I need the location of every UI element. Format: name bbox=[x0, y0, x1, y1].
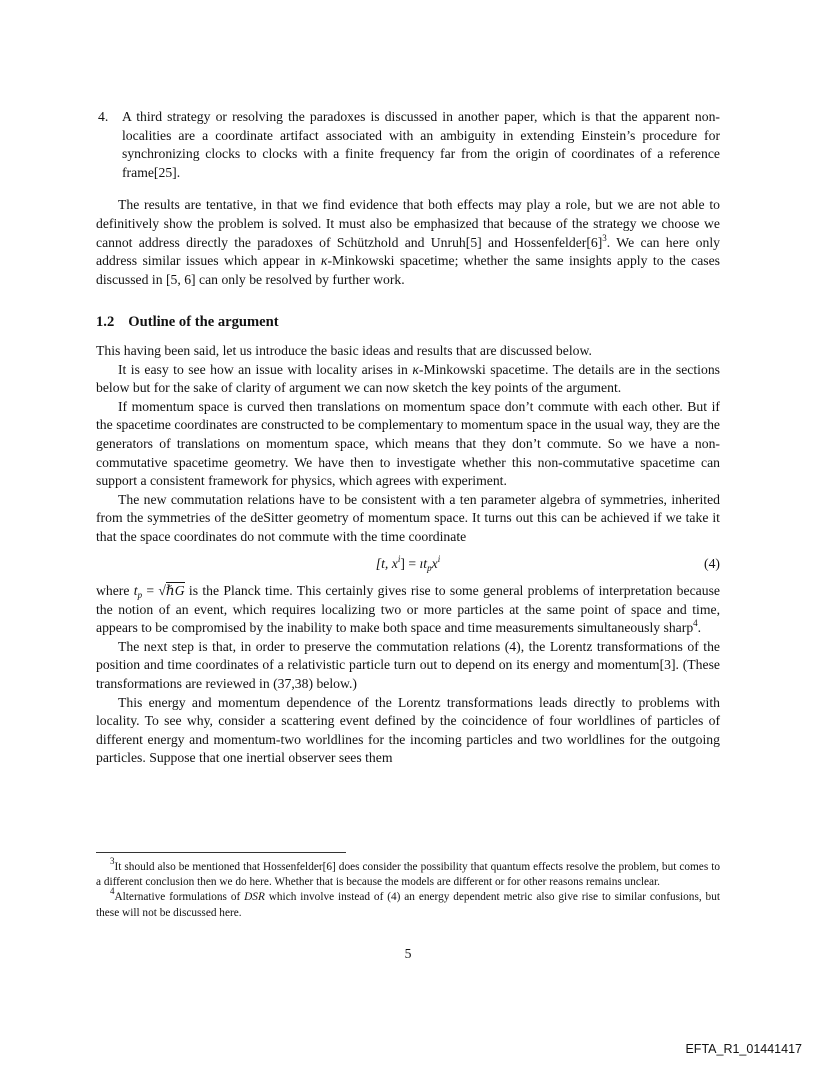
page-number: 5 bbox=[404, 946, 412, 961]
equation-4 bbox=[96, 555, 720, 574]
list-item-number: 4. bbox=[98, 109, 109, 124]
footnote-divider bbox=[96, 852, 346, 853]
paragraph-locality: It is easy to see how an issue with locality arises in κ-Minkowski spacetime. The details are in the sections below but for the sake of clarity of argument we can now sketch the key points of the argument. bbox=[96, 361, 720, 396]
footnotes bbox=[96, 856, 720, 921]
footnote-3: $^3$It should also be mentioned that Hossenfelder[6] does consider the possibility that quantum effects resolve the problem, but comes to a different conclusion then we do here. Whether that is because the models are different or for other reasons remains unclear. bbox=[96, 856, 720, 889]
paragraph-results: The results are tentative, in that we find evidence that both effects may play a role, but we are not able to definitively show the problem is solved. It must also be emphasized that because of the strategy we choose we cannot address directly the paradoxes of Schützhold and Unruh[5] and $Hossenfelder[6]^3$. We can here only address similar issues which appear in κ-Minkowski spacetime; whether the same insights apply to the cases discussed in [5, 6] can only be resolved by further work. bbox=[96, 197, 720, 287]
section-title: Outline of the argument bbox=[128, 314, 279, 331]
paragraph-lorentz: The next step is that, in order to preserve the commutation relations (4), the Lorentz transformations of the position and time coordinates of a relativistic particle turn out to depend on its energy and momentum[3]. (These transformations are reviewed in (37,38) below.) bbox=[96, 638, 720, 692]
section-heading bbox=[96, 313, 720, 332]
section-number: 1.2 bbox=[96, 314, 115, 331]
paragraph-scattering: This energy and momentum dependence of the Lorentz transformations leads directly to problems with locality. To see why, consider a scattering event defined by the coincidence of four worldlines of particles of different energy and momentum-two worldlines for the incoming particles and two worldlines for the outgoing particles. Suppose that one inertial observer sees them bbox=[96, 694, 720, 766]
footnote-ref-3: 3 bbox=[602, 232, 607, 243]
paragraph-planck-time: where $t_p$ = √ℏG is the Planck time. This certainly gives rise to some general problems of interpretation because the notion of an event, which requires localizing two or more particles at the same point of space and time, appears to be compromised by the inability to make both space and time measurements simultaneously sharp$^4$. bbox=[96, 583, 720, 636]
list-item-text: A third strategy or resolving the paradoxes is discussed in another paper, which is that the apparent non-localities are a coordinate artifact associated with an ambiguity in extending Einstein’s procedure for synchronizing clocks to clocks with a finite frequency far from the origin of coordinates of a reference frame[25]. bbox=[122, 109, 720, 180]
paragraph-intro: This having been said, let us introduce the basic ideas and results that are discussed below. bbox=[96, 342, 592, 358]
page-body bbox=[96, 108, 720, 768]
footnote-ref-4: 4 bbox=[693, 618, 698, 629]
equation-body: [t, $x^i$] = $ıt_px^i$ bbox=[375, 554, 441, 574]
paragraph-momentum-space: If momentum space is curved then translations on momentum space don’t commute with each other. But if the spacetime coordinates are constructed to be complementary to momentum space in the usual way, they are the generators of translations on momentum space, which means that they don’t commute. So we have a non-commutative spacetime geometry. We have then to investigate whether this non-commutative spacetime can support a consistent framework for physics, which agrees with experiment. bbox=[96, 398, 720, 489]
paragraph-commutation: The new commutation relations have to be consistent with a ten parameter algebra of symmetries, inherited from the symmetries of the deSitter geometry of momentum space. It turns out this can be achieved if we take it that the space coordinates do not commute with the time coordinate bbox=[96, 491, 720, 544]
document-id: EFTA_R1_01441417 bbox=[685, 1042, 802, 1056]
equation-number: (4) bbox=[704, 556, 720, 572]
footnote-4: $^4$Alternative formulations of DSR which involve instead of (4) an energy dependent metric also give rise to similar confusions, but these will not be discussed here. bbox=[96, 886, 720, 919]
list-item-4 bbox=[96, 108, 720, 182]
